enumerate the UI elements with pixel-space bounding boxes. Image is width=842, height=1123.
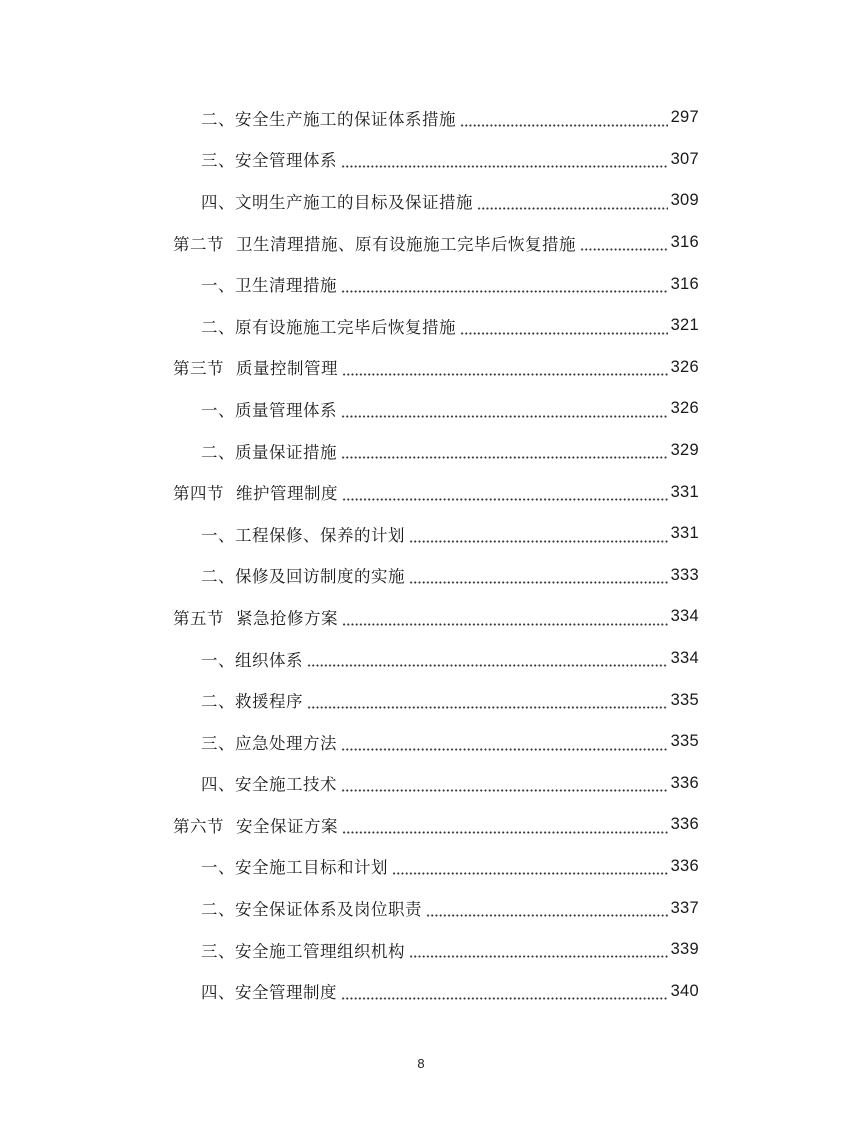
toc-dot-leader <box>392 872 668 875</box>
toc-entry-title: 质量保证措施 <box>235 442 337 462</box>
toc-subsection-entry[interactable] <box>0 139 842 181</box>
toc-entry-title: 紧急抢修方案 <box>236 608 338 628</box>
toc-entry-page-number: 329 <box>670 441 699 460</box>
toc-section-entry[interactable] <box>0 347 842 389</box>
toc-entry-page-number: 336 <box>670 773 699 792</box>
toc-dot-leader <box>342 831 668 834</box>
toc-entry-page-number: 337 <box>670 898 699 917</box>
toc-section-entry[interactable] <box>0 222 842 264</box>
toc-entry-title: 安全施工目标和计划 <box>235 858 388 878</box>
toc-entry-number: 二、 <box>201 109 235 129</box>
toc-subsection-entry[interactable] <box>0 763 842 805</box>
toc-entry-title: 卫生清理措施、原有设施施工完毕后恢复措施 <box>236 234 576 254</box>
toc-entry-page-number: 309 <box>670 191 699 210</box>
toc-entry-number: 四、 <box>201 983 235 1003</box>
toc-entry-page-number: 335 <box>670 690 699 709</box>
toc-entry-title: 文明生产施工的目标及保证措施 <box>235 192 473 212</box>
toc-entry-number: 第二节 <box>173 234 224 254</box>
toc-entry-page-number: 316 <box>670 233 699 252</box>
toc-entry-number: 二、 <box>201 317 235 337</box>
toc-entry-number: 第四节 <box>173 484 224 504</box>
toc-dot-leader <box>460 124 668 127</box>
toc-subsection-entry[interactable] <box>0 929 842 971</box>
toc-entry-number: 第五节 <box>173 608 224 628</box>
toc-subsection-entry[interactable] <box>0 180 842 222</box>
toc-entry-title: 安全生产施工的保证体系措施 <box>235 109 456 129</box>
toc-entry-page-number: 336 <box>670 815 699 834</box>
toc-dot-leader <box>342 623 668 626</box>
toc-dot-leader <box>307 664 668 667</box>
toc-section-entry[interactable] <box>0 471 842 513</box>
page-number: 8 <box>417 1056 425 1071</box>
toc-entry-page-number: 307 <box>670 149 699 168</box>
toc-dot-leader <box>341 290 668 293</box>
toc-entry-number: 第六节 <box>173 816 224 836</box>
toc-subsection-entry[interactable] <box>0 97 842 139</box>
toc-entry-number: 一、 <box>201 650 235 670</box>
toc-entry-number: 二、 <box>201 567 235 587</box>
toc-entry-title: 质量控制管理 <box>236 359 338 379</box>
toc-entry-page-number: 326 <box>670 357 699 376</box>
toc-dot-leader <box>580 248 668 251</box>
toc-entry-title: 安全管理制度 <box>235 983 337 1003</box>
toc-dot-leader <box>341 748 668 751</box>
toc-subsection-entry[interactable] <box>0 305 842 347</box>
toc-subsection-entry[interactable] <box>0 555 842 597</box>
toc-entry-number: 三、 <box>201 151 235 171</box>
toc-dot-leader <box>477 207 668 210</box>
toc-entry-page-number: 334 <box>670 649 699 668</box>
table-of-contents <box>0 97 842 1012</box>
toc-entry-number: 二、 <box>201 442 235 462</box>
toc-entry-page-number: 340 <box>670 981 699 1000</box>
toc-dot-leader <box>341 165 668 168</box>
toc-entry-number: 三、 <box>201 941 235 961</box>
toc-dot-leader <box>409 581 668 584</box>
toc-subsection-entry[interactable] <box>0 846 842 888</box>
toc-dot-leader <box>460 332 668 335</box>
toc-dot-leader <box>342 498 668 501</box>
toc-dot-leader <box>409 540 668 543</box>
toc-entry-page-number: 321 <box>670 316 699 335</box>
toc-entry-page-number: 331 <box>670 524 699 543</box>
toc-entry-title: 卫生清理措施 <box>235 276 337 296</box>
toc-dot-leader <box>341 415 668 418</box>
toc-entry-title: 安全施工管理组织机构 <box>235 941 405 961</box>
toc-entry-page-number: 326 <box>670 399 699 418</box>
toc-subsection-entry[interactable] <box>0 638 842 680</box>
toc-entry-title: 工程保修、保养的计划 <box>235 525 405 545</box>
toc-entry-page-number: 334 <box>670 607 699 626</box>
toc-entry-page-number: 335 <box>670 732 699 751</box>
toc-entry-title: 安全保证方案 <box>236 816 338 836</box>
toc-dot-leader <box>342 373 668 376</box>
toc-dot-leader <box>307 706 668 709</box>
toc-subsection-entry[interactable] <box>0 679 842 721</box>
toc-subsection-entry[interactable] <box>0 513 842 555</box>
toc-entry-number: 一、 <box>201 858 235 878</box>
toc-entry-page-number: 339 <box>670 940 699 959</box>
toc-subsection-entry[interactable] <box>0 887 842 929</box>
toc-dot-leader <box>409 955 668 958</box>
toc-entry-page-number: 297 <box>670 108 699 127</box>
toc-entry-number: 一、 <box>201 525 235 545</box>
toc-subsection-entry[interactable] <box>0 430 842 472</box>
toc-entry-title: 救援程序 <box>235 692 303 712</box>
toc-dot-leader <box>341 997 668 1000</box>
toc-dot-leader <box>426 914 668 917</box>
toc-entry-page-number: 331 <box>670 482 699 501</box>
toc-entry-title: 原有设施施工完毕后恢复措施 <box>235 317 456 337</box>
toc-entry-number: 一、 <box>201 276 235 296</box>
toc-entry-title: 安全保证体系及岗位职责 <box>235 900 422 920</box>
toc-section-entry[interactable] <box>0 596 842 638</box>
toc-subsection-entry[interactable] <box>0 721 842 763</box>
toc-entry-title: 应急处理方法 <box>235 733 337 753</box>
toc-entry-number: 四、 <box>201 775 235 795</box>
toc-subsection-entry[interactable] <box>0 970 842 1012</box>
toc-entry-title: 保修及回访制度的实施 <box>235 567 405 587</box>
toc-entry-title: 维护管理制度 <box>236 484 338 504</box>
toc-entry-page-number: 336 <box>670 856 699 875</box>
toc-subsection-entry[interactable] <box>0 263 842 305</box>
toc-entry-number: 二、 <box>201 692 235 712</box>
toc-entry-title: 组织体系 <box>235 650 303 670</box>
toc-entry-number: 二、 <box>201 900 235 920</box>
toc-dot-leader <box>341 456 668 459</box>
toc-subsection-entry[interactable] <box>0 388 842 430</box>
toc-entry-title: 安全施工技术 <box>235 775 337 795</box>
toc-dot-leader <box>341 789 668 792</box>
toc-entry-title: 安全管理体系 <box>235 151 337 171</box>
toc-entry-number: 四、 <box>201 192 235 212</box>
toc-section-entry[interactable] <box>0 804 842 846</box>
toc-entry-number: 三、 <box>201 733 235 753</box>
toc-entry-number: 一、 <box>201 400 235 420</box>
toc-entry-page-number: 333 <box>670 565 699 584</box>
toc-entry-number: 第三节 <box>173 359 224 379</box>
toc-entry-title: 质量管理体系 <box>235 400 337 420</box>
toc-entry-page-number: 316 <box>670 274 699 293</box>
